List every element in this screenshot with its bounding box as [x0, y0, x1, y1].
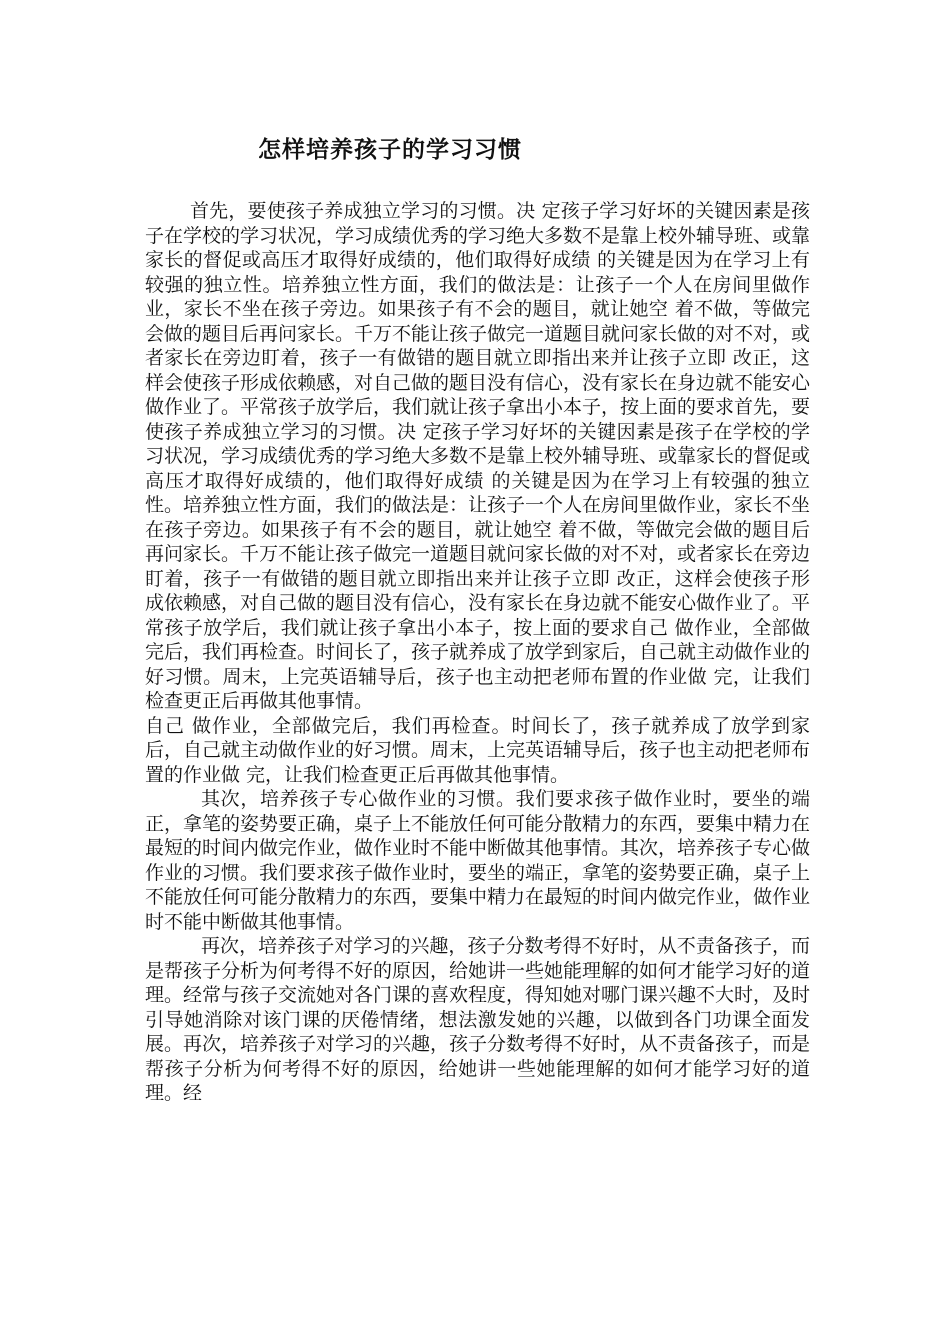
paragraph-repeated-fragment: 自己 做作业，全部做完后，我们再检查。时间长了，孩子就养成了放学到家后，自己就主动做作业的好习惯。周末，上完英语辅导后，孩子也主动把老师布置的作业做 完，让我们检查更正后再做其他事情。: [145, 714, 811, 786]
paragraph-learning-interest: 再次，培养孩子对学习的兴趣，孩子分数考得不好时，从不责备孩子，而是帮孩子分析为何考得不好的原因，给她讲一些她能理解的如何才能学习好的道理。经常与孩子交流她对各门课的喜欢程度，得知她对哪门课兴趣不大时，及时引导她消除对该门课的厌倦情绪，想法激发她的兴趣，以做到各门功课全面发展。再次，培养孩子对学习的兴趣，孩子分数考得不好时，从不责备孩子，而是帮孩子分析为何考得不好的原因，给她讲一些她能理解的如何才能学习好的道理。经: [145, 935, 811, 1104]
paragraph-focused-homework: 其次，培养孩子专心做作业的习惯。我们要求孩子做作业时，要坐的端正，拿笔的姿势要正确，桌子上不能放任何可能分散精力的东西，要集中精力在最短的时间内做完作业，做作业时不能中断做其他事情。其次，培养孩子专心做作业的习惯。我们要求孩子做作业时，要坐的端正，拿笔的姿势要正确，桌子上不能放任何可能分散精力的东西，要集中精力在最短的时间内做完作业，做作业时不能中断做其他事情。: [145, 788, 811, 933]
paragraph-independent-study: 首先，要使孩子养成独立学习的习惯。决 定孩子学习好坏的关键因素是孩子在学校的学习状况，学习成绩优秀的学习绝大多数不是靠上校外辅导班、或靠家长的督促或高压才取得好成绩的，他们取得好成绩 的关键是因为在学习上有较强的独立性。培养独立性方面，我们的做法是：让孩子一个人在房间里做作业，家长不坐在孩子旁边。如果孩子有不会的题目，就让她空 着不做，等做完会做的题目后再问家长。千万不能让孩子做完一道题目就问家长做的对不对，或者家长在旁边盯着，孩子一有做错的题目就立即指出来并让孩子立即 改正，这样会使孩子形成依赖感，对自己做的题目没有信心，没有家长在身边就不能安心做作业了。平常孩子放学后，我们就让孩子拿出小本子，按上面的要求首先，要使孩子养成独立学习的习惯。决 定孩子学习好坏的关键因素是孩子在学校的学习状况，学习成绩优秀的学习绝大多数不是靠上校外辅导班、或靠家长的督促或高压才取得好成绩的，他们取得好成绩 的关键是因为在学习上有较强的独立性。培养独立性方面，我们的做法是：让孩子一个人在房间里做作业，家长不坐在孩子旁边。如果孩子有不会的题目，就让她空 着不做，等做完会做的题目后再问家长。千万不能让孩子做完一道题目就问家长做的对不对，或者家长在旁边盯着，孩子一有做错的题目就立即指出来并让孩子立即 改正，这样会使孩子形成依赖感，对自己做的题目没有信心，没有家长在身边就不能安心做作业了。平常孩子放学后，我们就让孩子拿出小本子，按上面的要求自己 做作业，全部做完后，我们再检查。时间长了，孩子就养成了放学到家后，自己就主动做作业的好习惯。周末，上完英语辅导后，孩子也主动把老师布置的作业做 完，让我们检查更正后再做其他事情。: [145, 200, 811, 712]
document-title: 怎样培养孩子的学习习惯: [258, 136, 522, 163]
document-body: [145, 199, 810, 1106]
